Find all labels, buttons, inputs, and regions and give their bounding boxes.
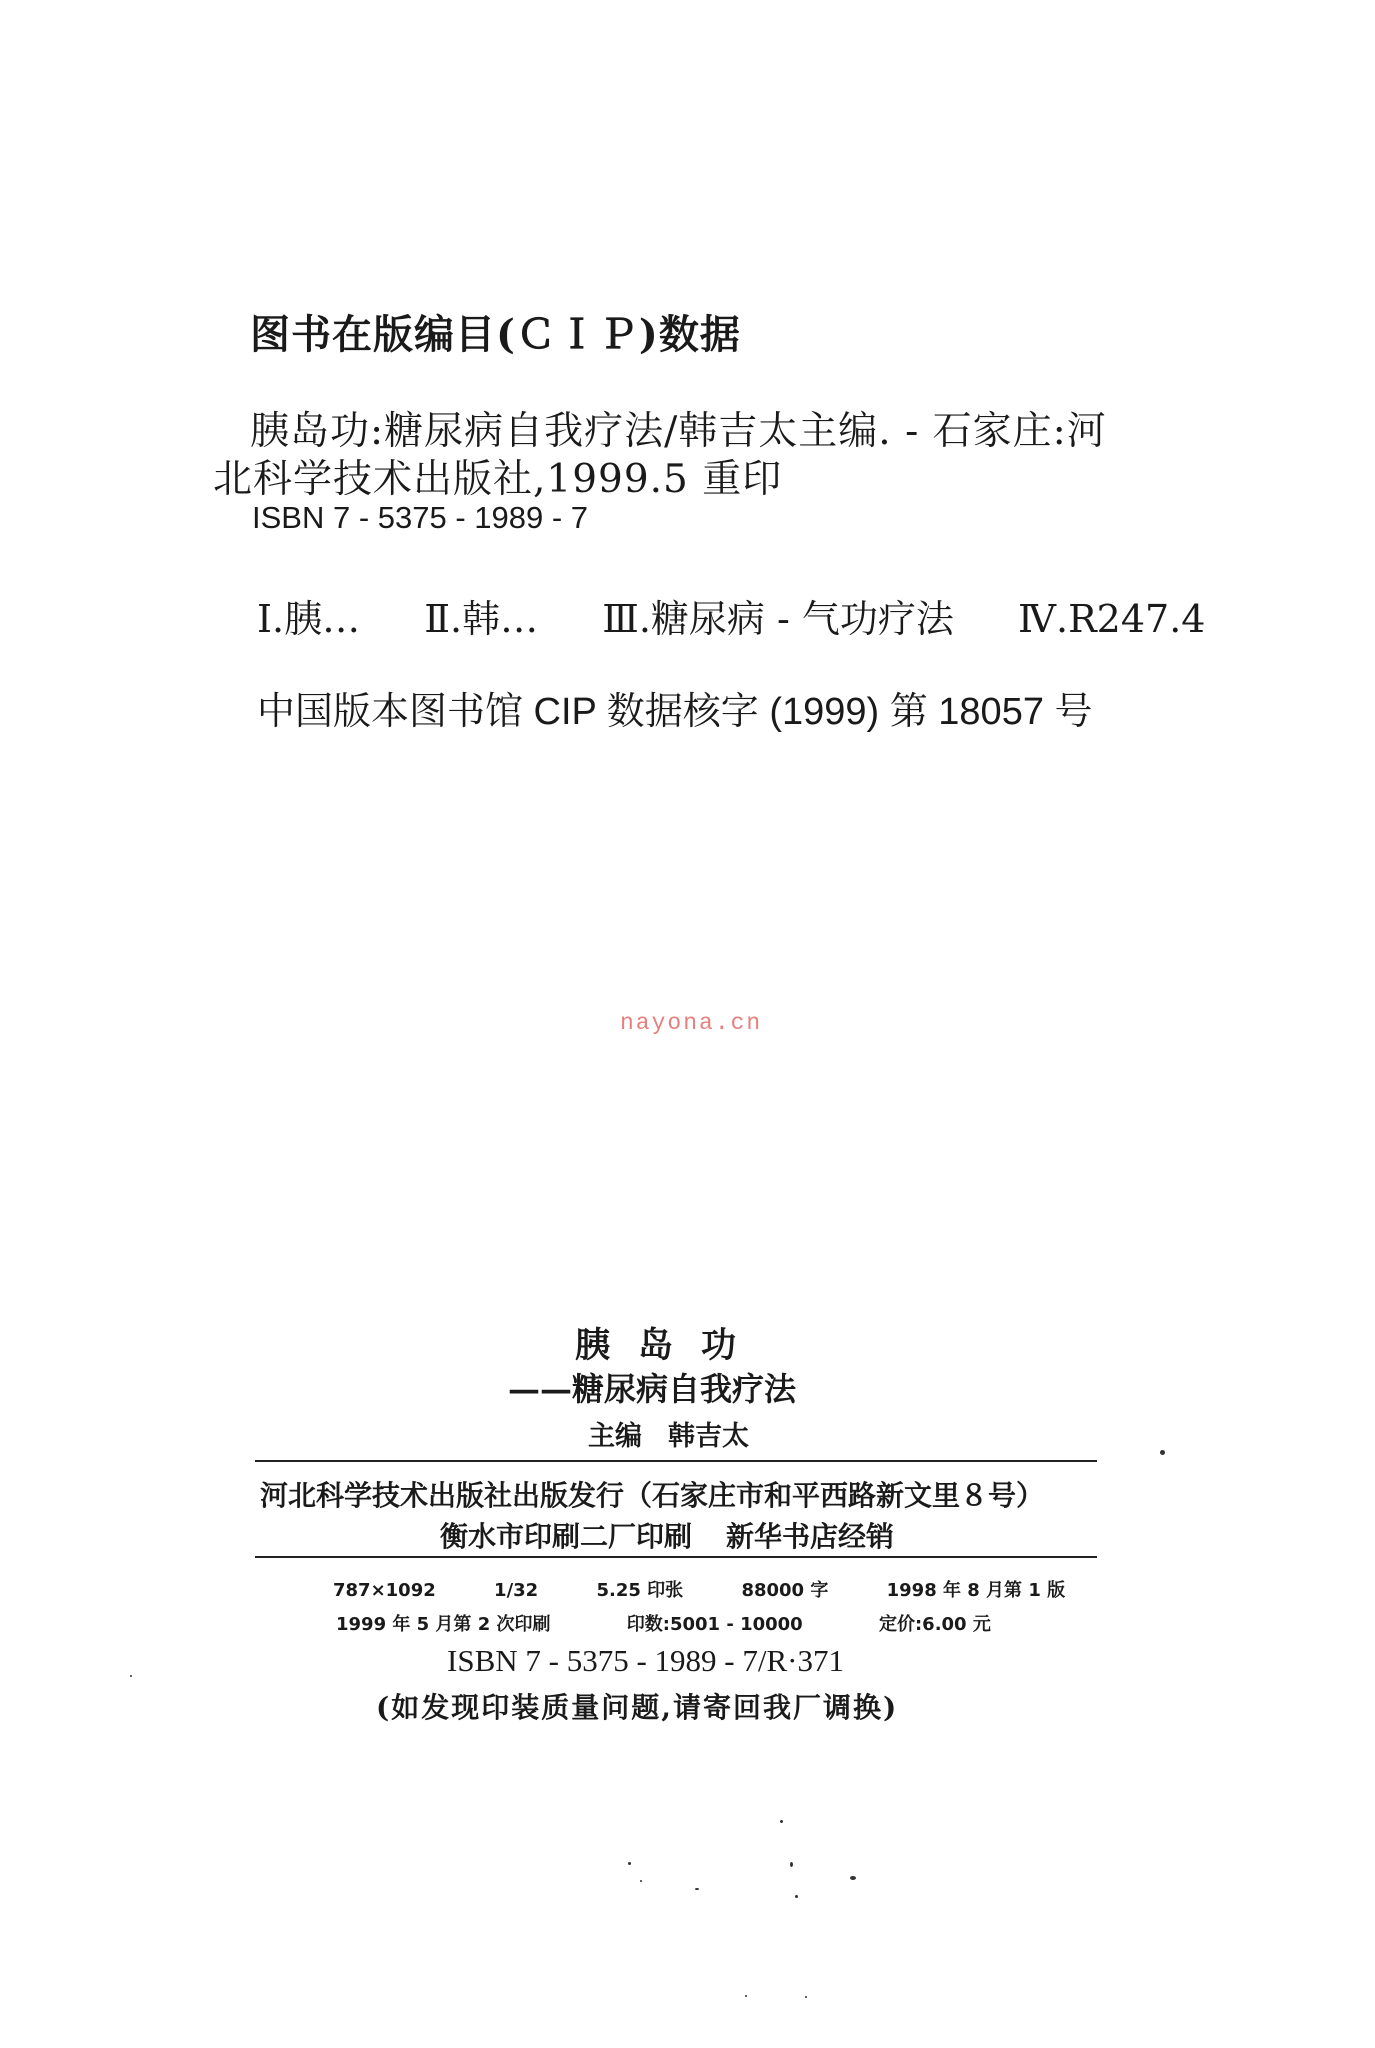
scan-speck [805,1996,807,1998]
printer: 衡水市印刷二厂印刷 [440,1520,693,1553]
scan-speck [795,1895,798,1898]
colophon-title: 胰岛功 [575,1325,765,1366]
colophon-rule-top [255,1460,1097,1462]
spec-print-run: 印数:5001 - 10000 [626,1614,803,1635]
colophon-specs-line-2 [336,1610,991,1636]
cip-record-line-2: 北科学技术出版社,1999.5 重印 [213,457,783,502]
scan-speck [628,1862,631,1865]
scan-speck [850,1876,856,1880]
spec-price: 定价:6.00 元 [878,1614,991,1635]
cip-class-3: Ⅲ.糖尿病 - 气功疗法 [602,597,954,641]
colophon-editor [588,1414,749,1453]
colophon-isbn: ISBN 7 - 5375 - 1989 - 7/R·371 [447,1643,844,1678]
scan-speck [780,1820,783,1823]
colophon-subtitle: ——糖尿病自我疗法 [508,1370,797,1408]
spec-fold: 1/32 [494,1580,539,1601]
cip-class-2: Ⅱ.韩… [424,597,539,641]
scan-speck [790,1862,793,1867]
colophon-rule-bottom [255,1556,1097,1558]
editor-name: 韩吉太 [668,1421,749,1452]
spec-word-count: 88000 字 [741,1580,829,1601]
scan-speck [1160,1450,1165,1455]
spec-edition: 1998 年 8 月第 1 版 [886,1580,1066,1601]
colophon-printer-line [440,1515,894,1555]
distributor: 新华书店经销 [726,1520,895,1553]
cip-classification [257,588,1205,643]
spec-printing: 1999 年 5 月第 2 次印刷 [336,1614,551,1635]
scan-speck [745,1995,747,1997]
cip-isbn: ISBN 7 - 5375 - 1989 - 7 [252,500,589,535]
spec-sheets: 5.25 印张 [596,1580,684,1601]
colophon-notice: (如发现印装质量问题,请寄回我厂调换) [376,1691,899,1724]
cip-class-1: Ⅰ.胰… [257,597,361,641]
cip-approval-number: 中国版本图书馆 CIP 数据核字 (1999) 第 18057 号 [257,691,1093,733]
colophon-specs-line-1 [333,1576,1065,1602]
spec-format: 787×1092 [333,1580,436,1601]
scan-speck [640,1880,642,1882]
cip-record-line-1: 胰岛功:糖尿病自我疗法/韩吉太主编. - 石家庄:河 [250,409,1107,454]
colophon-publisher: 河北科学技术出版社出版发行（石家庄市和平西路新文里８号） [260,1479,1045,1512]
scan-speck [130,1675,132,1677]
cip-class-4: Ⅳ.R247.4 [1018,597,1206,641]
editor-label: 主编 [588,1421,642,1452]
scan-speck [695,1888,699,1890]
watermark: nayona.cn [620,1010,763,1036]
cip-heading: 图书在版编目(ＣＩＰ)数据 [250,311,741,358]
